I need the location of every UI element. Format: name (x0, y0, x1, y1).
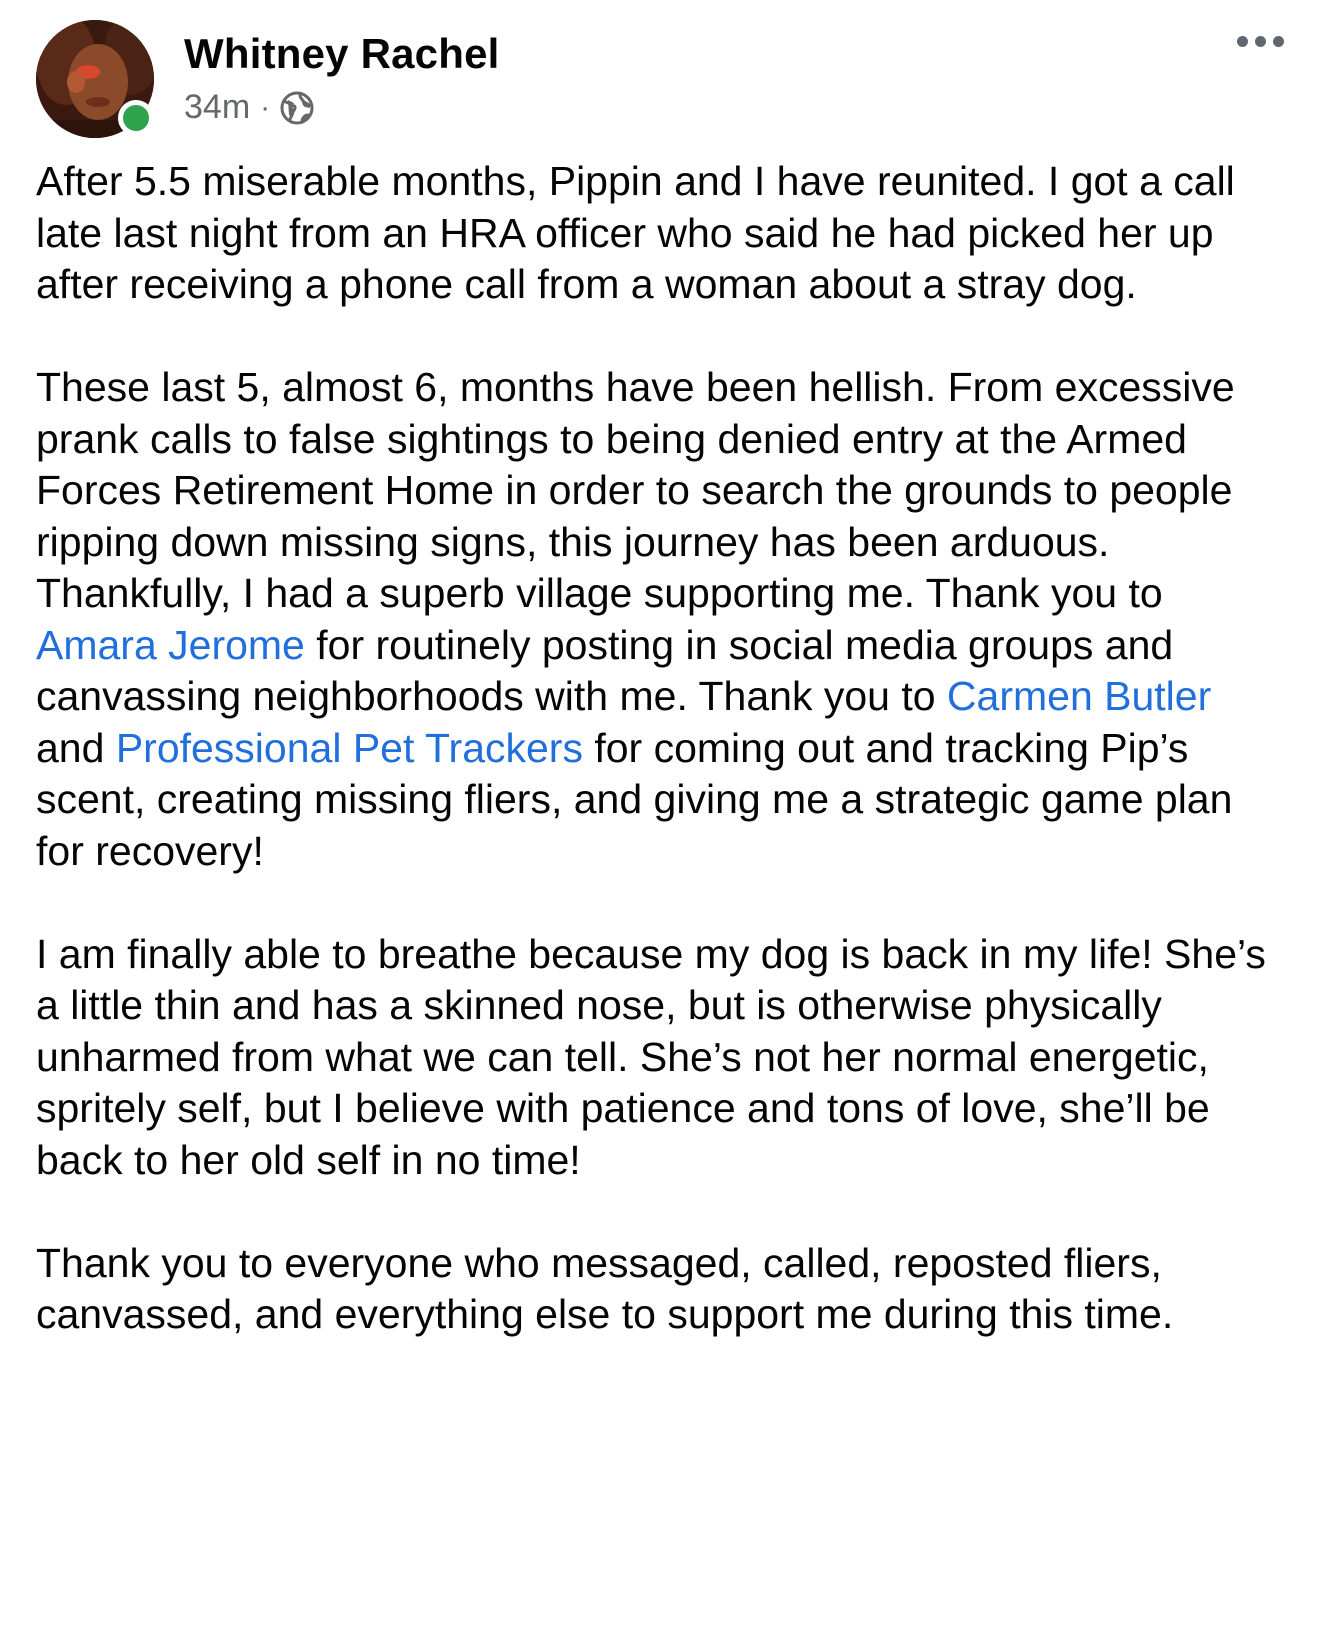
paragraph-text: These last 5, almost 6, months have been hellish. From excessive prank calls to false sightings to being denied entry at the Armed Forces Retirement Home in order to search the grounds to people ripping down missing signs, this journey has been arduous. Thankfully, I had a superb village supporting me. Thank you to (36, 364, 1235, 616)
more-dot (1255, 36, 1266, 47)
post-paragraph-4: Thank you to everyone who messaged, called, reposted fliers, canvassed, and everything else to support me during this time. (36, 1239, 1174, 1337)
mention-professional-pet-trackers[interactable]: Professional Pet Trackers (115, 724, 583, 771)
online-status-indicator (118, 100, 154, 136)
paragraph-text: for coming out and tracking Pip’s scent, creating missing fliers, and giving me a strategic game plan for recovery! (36, 724, 1233, 874)
post-meta (184, 88, 314, 127)
mention-carmen-butler[interactable]: Carmen Butler (946, 673, 1212, 719)
post-header (36, 20, 1284, 140)
post-paragraph-1: After 5.5 miserable months, Pippin and I have reunited. I got a call late last night from an HRA officer who said he had picked her up after receiving a phone call from a woman about a stray dog. (36, 158, 1235, 307)
author-name[interactable]: Whitney Rachel (184, 30, 500, 77)
post-body (36, 156, 1286, 1341)
post-paragraph-2 (36, 362, 1286, 877)
post-timestamp[interactable]: 34m (184, 88, 251, 126)
globe-icon[interactable] (280, 91, 314, 125)
meta-separator: · (260, 90, 271, 124)
author-avatar[interactable] (36, 20, 154, 138)
mention-amara-jerome[interactable]: Amara Jerome (36, 621, 305, 668)
post-paragraph-3: I am finally able to breathe because my dog is back in my life! She’s a little thin and has a skinned nose, but is otherwise physically unharmed from what we can tell. She’s not her normal energetic, spritely self, but I believe with patience and tons of love, she’ll be back to her old self in no time! (36, 930, 1266, 1183)
more-dot (1237, 36, 1248, 47)
paragraph-text: and (36, 724, 116, 771)
more-options-icon[interactable] (1237, 36, 1284, 47)
more-dot (1273, 36, 1284, 47)
paragraph-text: for routinely posting in social media groups and canvassing neighborhoods with me. Thank you to (36, 621, 1174, 719)
